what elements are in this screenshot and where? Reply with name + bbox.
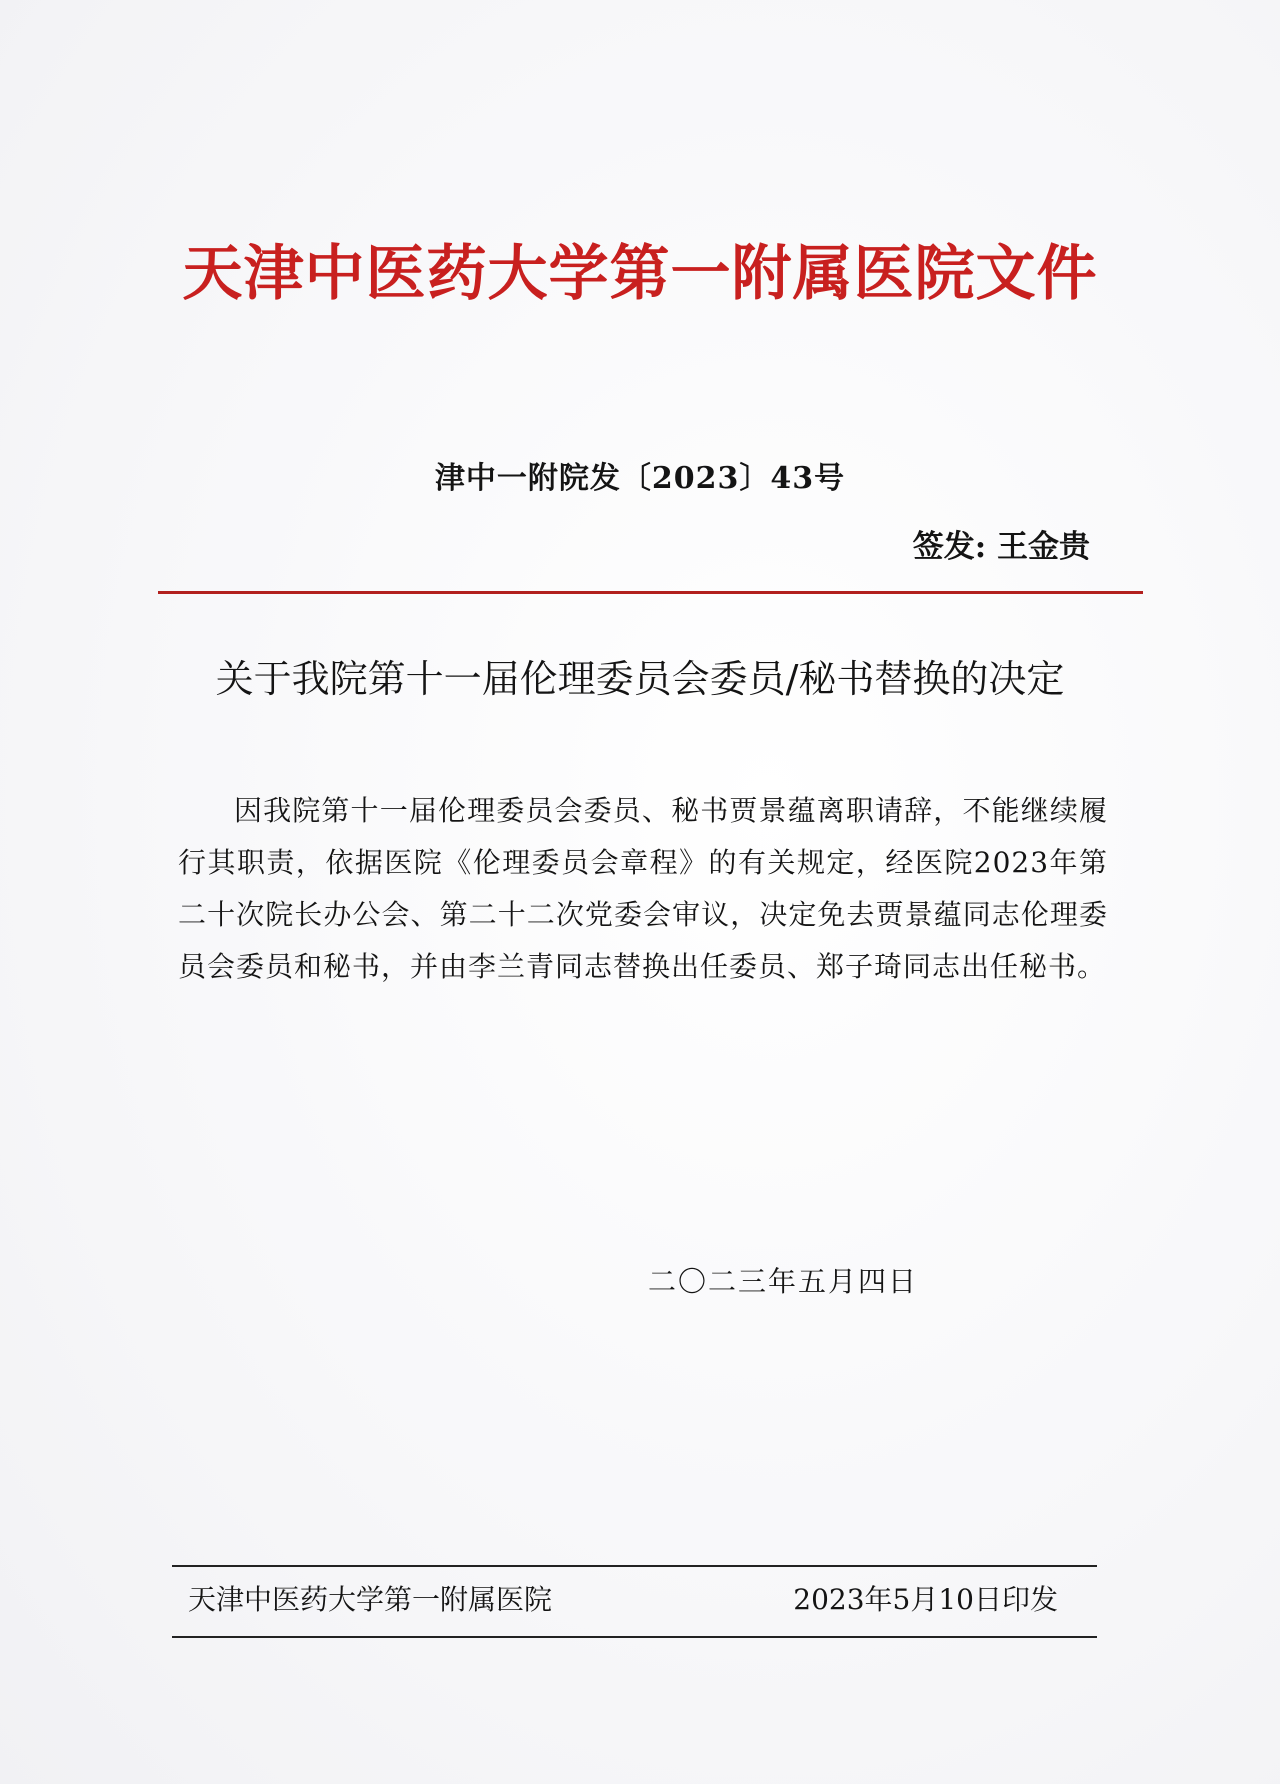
document-header-title: 天津中医药大学第一附属医院文件 (182, 239, 1098, 309)
decision-body: 因我院第十一届伦理委员会委员、秘书贾景蕴离职请辞，不能继续履行其职责，依据医院《伦理委员会章程》的有关规定，经医院2023年第二十次院长办公会、第二十二次党委会审议，决定免去贾景蕴同志伦理委员会委员和秘书，并由李兰青同志替换出任委员、郑子琦同志出任秘书。 (178, 794, 1108, 983)
decision-date: 二〇二三年五月四日 (648, 1265, 919, 1298)
document-number: 津中一附院发〔2023〕43号 (434, 461, 846, 496)
footer-organization: 天津中医药大学第一附属医院 (188, 1583, 553, 1616)
footer-top-rule (172, 1565, 1097, 1567)
signer: 签发: 王金贵 (912, 529, 1090, 565)
footer-print-date: 2023年5月10日印发 (793, 1583, 1058, 1616)
footer-bottom-rule (172, 1636, 1097, 1638)
decision-title: 关于我院第十一届伦理委员会委员/秘书替换的决定 (215, 657, 1065, 701)
header-divider (158, 591, 1143, 594)
